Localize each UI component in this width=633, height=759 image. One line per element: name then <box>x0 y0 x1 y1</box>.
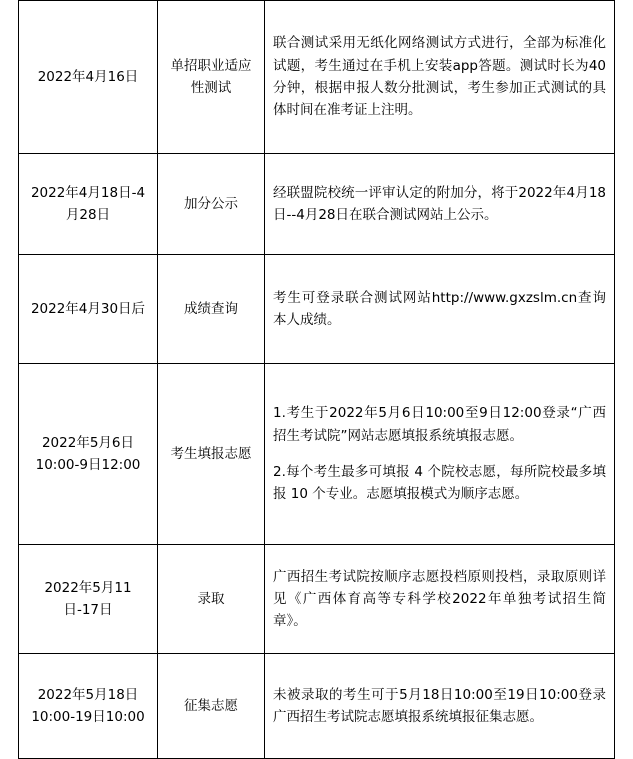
row-description <box>265 1 615 154</box>
row-date: 2022年4月30日后 <box>19 255 158 364</box>
row-date: 2022年4月16日 <box>19 1 158 154</box>
description-paragraph: 2.每个考生最多可填报 4 个院校志愿，每所院校最多填报 10 个专业。志愿填报模式为顺序志愿。 <box>273 464 606 503</box>
row-date: 2022年4月18日-4月28日 <box>19 154 158 255</box>
table-row <box>19 654 615 759</box>
row-description <box>265 364 615 545</box>
row-item: 录取 <box>158 545 265 654</box>
row-description <box>265 654 615 759</box>
row-date: 2022年5月6日10:00-9日12:00 <box>19 364 158 545</box>
table-row <box>19 1 615 154</box>
description-paragraph: 考生可登录联合测试网站http://www.gxzslm.cn查询本人成绩。 <box>273 289 606 328</box>
description-paragraph: 联合测试采用无纸化网络测试方式进行，全部为标准化试题，考生通过在手机上安装app答题。测试时长为40分钟，根据申报人数分批测试，考生参加正式测试的具体时间在准考证上注明。 <box>273 35 606 119</box>
row-item: 加分公示 <box>158 154 265 255</box>
description-paragraph: 未被录取的考生可于5月18日10:00至19日10:00登录广西招生考试院志愿填报系统填报征集志愿。 <box>273 686 606 725</box>
table-body <box>19 1 615 759</box>
table-row <box>19 545 615 654</box>
admission-schedule-table <box>18 0 615 759</box>
description-paragraph: 1.考生于2022年5月6日10:00至9日12:00登录“广西招生考试院”网站志愿填报系统填报志愿。 <box>273 405 606 444</box>
row-description <box>265 255 615 364</box>
row-date: 2022年5月18日10:00-19日10:00 <box>19 654 158 759</box>
row-date: 2022年5月11日-17日 <box>19 545 158 654</box>
table-row <box>19 255 615 364</box>
table-row <box>19 154 615 255</box>
table-row <box>19 364 615 545</box>
row-description <box>265 545 615 654</box>
description-paragraph: 广西招生考试院按顺序志愿投档原则投档，录取原则详见《广西体育高等专科学校2022年单独考试招生简章》。 <box>273 568 606 630</box>
row-item: 征集志愿 <box>158 654 265 759</box>
row-item: 考生填报志愿 <box>158 364 265 545</box>
row-item: 单招职业适应性测试 <box>158 1 265 154</box>
row-description <box>265 154 615 255</box>
row-item: 成绩查询 <box>158 255 265 364</box>
description-paragraph: 经联盟院校统一评审认定的附加分，将于2022年4月18日--4月28日在联合测试网站上公示。 <box>273 184 606 223</box>
